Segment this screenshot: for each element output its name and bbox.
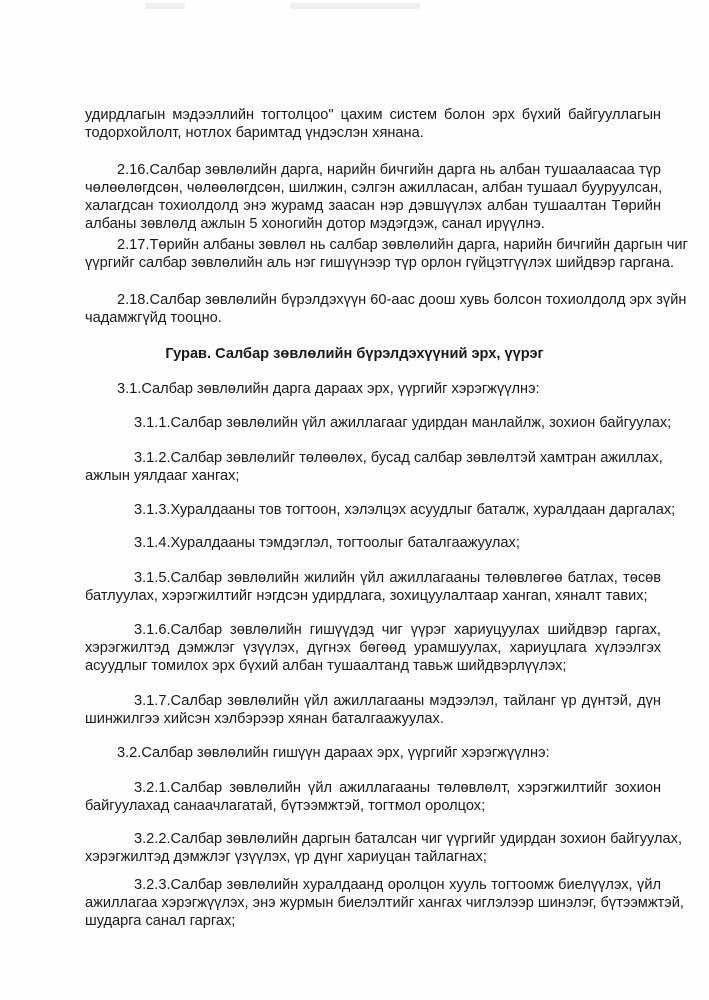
item-3-1-5: 3.1.5.Салбар зөвлөлийн жилийн үйл ажиллагааны төлөвлөгөө батлах, төсөв [134,570,661,586]
item-line: батлуулах, хэрэгжилтийг нэгдсэн удирдлага, зохицуулалтаар хангаn, хяналт тавих; [85,588,648,604]
clause-line: чадамжгүйд тооцно. [85,310,222,326]
paragraph-line: тодорхойлолт, нотлох баримтад үндэслэн хянана. [85,125,424,141]
clause-line: албаны зөвлөлд ажлын 5 хоногийн дотор мэдэгдэж, санал ирүүлнэ. [85,216,545,232]
item-3-1-2: 3.1.2.Салбар зөвлөлийг төлөөлөх, бусад салбар зөвлөлтэй хамтран ажиллах, [134,450,663,466]
section-heading: Гурав. Салбар зөвлөлийн бүрэлдэхүүний эрх, үүрэг [165,346,544,362]
item-3-2-3: 3.2.3.Салбар зөвлөлийн хуралдаанд оролцон хууль тогтоомж биелүүлэх, үйл [134,877,661,893]
paragraph-line: удирдлагын мэдээллийн тогтолцоо" цахим систем болон эрх бүхий байгууллагын [85,107,661,123]
item-3-2-2: 3.2.2.Салбар зөвлөлийн даргын баталсан чиг үүргийг удирдан зохион байгуулах, [134,831,683,847]
item-line: ажиллагаа хэрэгжүүлэх, энэ журмын биелэлтийг хангах чиглэлээр шинэлэг, бүтээмжтэй, [85,895,684,911]
item-3-1-7: 3.1.7.Салбар зөвлөлийн үйл ажиллагааны мэдээлэл, тайланг үр дүнтэй, дүн [134,693,661,709]
item-3-2-1: 3.2.1.Салбар зөвлөлийн үйл ажиллагааны төлөвлөлт, хэрэгжилтийг зохион [134,780,661,796]
clause-2-18: 2.18.Салбар зөвлөлийн бүрэлдэхүүн 60-аас доош хувь болсон тохиолдолд эрх зүйн [117,292,687,308]
clause-2-16: 2.16.Салбар зөвлөлийн дарга, нарийн бичгийн дарга нь албан тушаалаасаа түр [117,162,661,178]
clause-3-2: 3.2.Салбар зөвлөлийн гишүүн дараах эрх, үүргийг хэрэгжүүлнэ: [117,745,550,761]
clause-line: үүргийг салбар зөвлөлийн аль нэг гишүүнээр түр орлон гүйцэтгүүлэх шийдвэр гаргана. [85,255,675,271]
item-line: асуудлыг томилох эрх бүхий албан тушаалтанд тавьж шийдвэрлүүлэх; [85,658,567,674]
item-3-1-1: 3.1.1.Салбар зөвлөлийн үйл ажиллагааг удирдан манлайлж, зохион байгуулах; [134,415,672,431]
item-3-1-6: 3.1.6.Салбар зөвлөлийн гишүүдэд чиг үүрэг хариуцуулах шийдвэр гаргах, [134,622,661,638]
item-3-1-3: 3.1.3.Хуралдааны тов тогтоон, хэлэлцэх асуудлыг баталж, хуралдаан даргалах; [134,502,676,518]
clause-line: чөлөөлөгдсөн, чөлөөлөгдсөн, шилжин, сэлгэн ажилласан, албан тушаал бууруулсан, [85,180,663,196]
item-line: хэрэгжилтэд дэмжлэг үзүүлэх, үр дүнг хариуцан тайлагнах; [85,849,487,865]
scan-artifact [145,3,185,9]
clause-line: халагдсан тохиолдолд энэ журамд заасан нэр дэвшүүлэх албан тушаалтан Төрийн [85,198,661,214]
item-line: хэрэгжилтэд дэмжлэг үзүүлэх, дүгнэх бөгөөд урамшуулах, хариуцлага хүлээлгэх [85,640,661,656]
item-line: шинжилгээ хийсэн хэлбэрээр хянан баталгаажуулах. [85,711,444,727]
scan-artifact [290,3,420,9]
item-line: шударга санал гаргах; [85,913,236,929]
clause-2-17: 2.17.Төрийн албаны зөвлөл нь салбар зөвлөлийн дарга, нарийн бичгийн даргын чиг [117,237,688,253]
clause-3-1: 3.1.Салбар зөвлөлийн дарга дараах эрх, үүргийг хэрэгжүүлнэ: [117,381,540,397]
item-line: байгуулахад санаачлагатай, бүтээмжтэй, тогтмол оролцох; [85,798,486,814]
item-3-1-4: 3.1.4.Хуралдааны тэмдэглэл, тогтоолыг баталгаажуулах; [134,535,520,551]
item-line: ажлын уялдааг хангах; [85,468,240,484]
